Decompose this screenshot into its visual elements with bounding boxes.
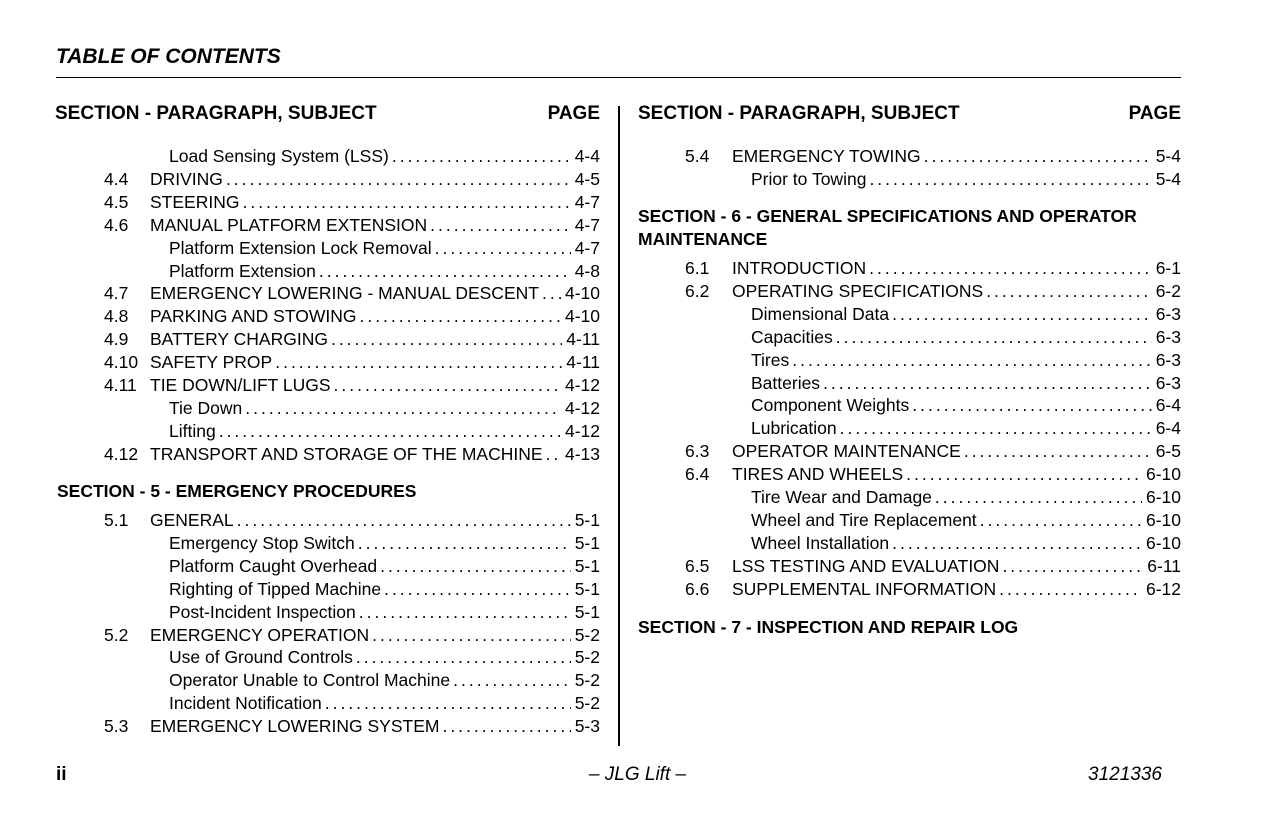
toc-entry	[104, 509, 600, 532]
toc-entry-page: 4-7	[574, 191, 600, 212]
dot-leader	[384, 578, 571, 601]
toc-entry-title: Lubrication	[751, 418, 837, 439]
dot-leader	[836, 326, 1152, 349]
dot-leader	[980, 509, 1142, 532]
toc-entry-page: 4-12	[564, 375, 600, 395]
toc-entry-title: Wheel and Tire Replacement	[751, 509, 977, 530]
toc-entry-title: Platform Extension Lock Removal	[169, 237, 432, 258]
toc-entry	[685, 280, 1181, 303]
dot-leader	[325, 692, 571, 715]
subject-heading: SECTION - PARAGRAPH, SUBJECT	[55, 103, 377, 124]
toc-entry-number: 6.4	[685, 464, 710, 485]
toc-entry-page: 6-10	[1145, 487, 1181, 507]
toc-entry-title: INTRODUCTION	[732, 258, 867, 278]
dot-leader	[906, 463, 1142, 486]
toc-entry-title: EMERGENCY OPERATION	[150, 624, 370, 645]
dot-leader	[359, 601, 571, 624]
right-column-header	[638, 103, 1181, 129]
toc-entry	[685, 145, 1181, 168]
toc-entry-number: 6.6	[685, 578, 710, 599]
toc-entry	[104, 237, 600, 260]
dot-leader	[219, 420, 561, 443]
toc-entry	[685, 578, 1181, 601]
toc-entry-page: 6-12	[1145, 578, 1181, 599]
dot-leader	[986, 280, 1152, 303]
toc-entry-title: PARKING AND STOWING	[150, 306, 357, 327]
toc-entry-title: Capacities	[751, 326, 833, 347]
toc-entry-page: 4-8	[574, 260, 600, 281]
toc-entry-number: 4.12	[104, 443, 139, 464]
dot-leader	[924, 145, 1152, 168]
dot-leader	[242, 191, 570, 214]
toc-entry	[104, 669, 600, 692]
page-heading: PAGE	[1128, 103, 1181, 124]
toc-entry	[685, 394, 1181, 417]
toc-entry-number: 4.4	[104, 168, 129, 189]
dot-leader	[319, 260, 571, 283]
toc-entry-page: 5-2	[574, 647, 600, 668]
toc-entry-number: 6.5	[685, 555, 710, 576]
toc-entry	[685, 463, 1181, 486]
dot-leader	[392, 145, 571, 168]
toc-entry-page: 5-2	[574, 693, 600, 714]
toc-entry-title: Emergency Stop Switch	[169, 532, 355, 553]
toc-entry-page: 5-4	[1155, 168, 1181, 189]
toc-entry-title: Batteries	[751, 372, 821, 393]
toc-entry-page: 5-3	[574, 716, 600, 737]
dot-leader	[912, 394, 1151, 417]
toc-entry	[104, 168, 600, 191]
dot-leader	[999, 578, 1142, 601]
toc-entry	[104, 601, 600, 624]
section-7-heading: SECTION - 7 - INSPECTION AND REPAIR LOG	[638, 617, 1019, 637]
toc-entry	[104, 328, 600, 351]
toc-entry-title: SAFETY PROP	[150, 352, 273, 373]
section-6-heading-line2: MAINTENANCE	[638, 229, 768, 249]
dot-leader	[435, 237, 571, 260]
toc-entry-title: DRIVING	[150, 168, 223, 189]
toc-entry-title: Tie Down	[169, 397, 243, 418]
dot-leader	[892, 532, 1142, 555]
dot-leader	[869, 168, 1151, 191]
toc-entry-page: 6-3	[1155, 349, 1181, 370]
toc-entry	[104, 214, 600, 237]
toc-entry	[685, 440, 1181, 463]
toc-entry-title: SUPPLEMENTAL INFORMATION	[732, 578, 997, 599]
toc-entry-page: 6-11	[1147, 555, 1181, 576]
dot-leader	[430, 214, 571, 237]
toc-entry-number: 6.2	[685, 280, 710, 301]
dot-leader	[356, 646, 571, 669]
toc-entry-title: Incident Notification	[169, 693, 322, 714]
dot-leader	[869, 257, 1152, 280]
dot-leader	[245, 397, 561, 420]
toc-entry-title: Prior to Towing	[751, 168, 867, 189]
dot-leader	[237, 509, 571, 532]
toc-entry-title: EMERGENCY TOWING	[732, 146, 921, 166]
dot-leader	[358, 532, 571, 555]
dot-leader	[823, 372, 1152, 395]
toc-entry	[685, 326, 1181, 349]
toc-entry-page: 5-2	[574, 670, 600, 691]
toc-entry	[104, 578, 600, 601]
footer-doc-number: 3121336	[1088, 764, 1162, 785]
toc-entry-title: Wheel Installation	[751, 532, 890, 553]
toc-entry-page: 4-7	[574, 237, 600, 258]
toc-entry	[685, 509, 1181, 532]
toc-entry	[685, 303, 1181, 326]
toc-entry-page: 6-3	[1155, 326, 1181, 347]
toc-entry	[685, 532, 1181, 555]
toc-entry-page: 6-10	[1145, 532, 1181, 553]
dot-leader	[542, 282, 561, 305]
dot-leader	[792, 349, 1151, 372]
toc-entry	[104, 351, 600, 374]
toc-entry-number: 6.1	[685, 258, 710, 278]
footer-page-number: ii	[56, 764, 67, 785]
toc-entry	[104, 532, 600, 555]
toc-entry	[104, 443, 600, 466]
toc-entry-title: EMERGENCY LOWERING SYSTEM	[150, 716, 440, 737]
toc-entry-page: 4-11	[566, 352, 600, 373]
toc-entry	[104, 420, 600, 443]
toc-entry-title: Tire Wear and Damage	[751, 487, 932, 507]
toc-entry-title: EMERGENCY LOWERING - MANUAL DESCENT	[150, 283, 539, 304]
toc-entry	[104, 555, 600, 578]
toc-entry-number: 5.1	[104, 510, 129, 530]
toc-entry-title: Dimensional Data	[751, 303, 890, 324]
toc-entry-title: TRANSPORT AND STORAGE OF THE MACHINE	[150, 443, 543, 464]
toc-entry	[685, 486, 1181, 509]
toc-entry-title: BATTERY CHARGING	[150, 329, 328, 350]
left-column-header	[55, 103, 600, 129]
toc-entry-page: 6-10	[1145, 464, 1181, 485]
toc-entry-number: 4.5	[104, 191, 129, 212]
toc-entry-page: 4-12	[564, 420, 600, 441]
toc-entry-page: 4-13	[564, 443, 600, 464]
toc-entry-page: 4-7	[574, 214, 600, 235]
toc-entry	[104, 191, 600, 214]
toc-entry-number: 4.7	[104, 283, 129, 304]
column-divider	[618, 106, 620, 746]
toc-entry-page: 5-1	[574, 555, 600, 576]
toc-entry-title: TIRES AND WHEELS	[732, 464, 904, 485]
section-6-heading-line1: SECTION - 6 - GENERAL SPECIFICATIONS AND OPERATOR	[638, 206, 1137, 226]
dot-leader	[275, 351, 562, 374]
toc-entry-number: 4.9	[104, 329, 129, 350]
toc-entry-title: GENERAL	[150, 510, 234, 530]
toc-entry-number: 6.3	[685, 441, 710, 462]
toc-entry	[104, 624, 600, 647]
toc-entry-page: 6-4	[1155, 395, 1181, 416]
toc-entry	[685, 168, 1181, 191]
page-heading: PAGE	[547, 103, 600, 124]
toc-entry-page: 5-4	[1155, 146, 1181, 166]
toc-entry-page: 5-1	[574, 601, 600, 622]
toc-entry	[104, 646, 600, 669]
toc-entry-page: 5-1	[574, 510, 600, 530]
toc-entry-title: Platform Caught Overhead	[169, 555, 378, 576]
toc-entry-number: 4.10	[104, 352, 139, 373]
toc-entry-page: 4-10	[564, 283, 600, 304]
dot-leader	[359, 305, 561, 328]
toc-entry-page: 6-5	[1155, 441, 1181, 462]
dot-leader	[372, 624, 571, 647]
toc-entry	[104, 692, 600, 715]
dot-leader	[226, 168, 571, 191]
toc-entry	[685, 555, 1181, 578]
toc-entry-page: 4-4	[574, 146, 600, 166]
toc-entry-title: Post-Incident Inspection	[169, 601, 356, 622]
toc-entry-page: 6-10	[1145, 509, 1181, 530]
dot-leader	[380, 555, 571, 578]
toc-entry	[685, 257, 1181, 280]
dot-leader	[453, 669, 571, 692]
footer-brand: – JLG Lift –	[588, 764, 687, 785]
toc-entry-page: 5-1	[574, 578, 600, 599]
toc-entry	[685, 372, 1181, 395]
section-5-heading: SECTION - 5 - EMERGENCY PROCEDURES	[57, 481, 417, 501]
toc-entry	[685, 417, 1181, 440]
toc-entry-page: 4-10	[564, 306, 600, 327]
header-rule	[56, 77, 1181, 78]
toc-entry-page: 4-12	[564, 397, 600, 418]
toc-entry	[104, 715, 600, 738]
toc-entry-title: TIE DOWN/LIFT LUGS	[150, 375, 331, 395]
toc-entry	[104, 305, 600, 328]
toc-entry-title: OPERATOR MAINTENANCE	[732, 441, 961, 462]
toc-entry-number: 4.11	[104, 375, 137, 395]
toc-entry-page: 4-5	[574, 168, 600, 189]
toc-entry-title: Use of Ground Controls	[169, 647, 353, 668]
toc-entry	[104, 145, 600, 168]
toc-entry-page: 6-4	[1155, 418, 1181, 439]
toc-entry-number: 4.6	[104, 214, 129, 235]
toc-entry-title: OPERATING SPECIFICATIONS	[732, 280, 984, 301]
toc-entry-page: 6-1	[1155, 258, 1181, 278]
toc-entry-page: 5-1	[574, 532, 600, 553]
toc-entry-title: Platform Extension	[169, 260, 316, 281]
subject-heading: SECTION - PARAGRAPH, SUBJECT	[638, 103, 960, 124]
dot-leader	[1002, 555, 1143, 578]
dot-leader	[331, 328, 562, 351]
toc-entry	[685, 349, 1181, 372]
toc-entry-page: 6-2	[1155, 280, 1181, 301]
toc-entry-number: 5.4	[685, 146, 710, 166]
toc-entry	[104, 282, 600, 305]
dot-leader	[442, 715, 570, 738]
toc-entry-title: Operator Unable to Control Machine	[169, 670, 451, 691]
toc-entry-page: 4-11	[566, 329, 600, 350]
toc-entry-number: 5.3	[104, 716, 129, 737]
toc-entry-page: 6-3	[1155, 303, 1181, 324]
toc-entry-number: 4.8	[104, 306, 129, 327]
toc-entry-title: Component Weights	[751, 395, 910, 416]
toc-entry-page: 5-2	[574, 624, 600, 645]
dot-leader	[546, 443, 561, 466]
toc-entry	[104, 397, 600, 420]
toc-entry-title: Righting of Tipped Machine	[169, 578, 382, 599]
toc-entry-number: 5.2	[104, 624, 129, 645]
dot-leader	[840, 417, 1152, 440]
dot-leader	[334, 374, 561, 397]
toc-entry	[104, 374, 600, 397]
toc-entry-title: Lifting	[169, 420, 216, 441]
toc-entry-title: MANUAL PLATFORM EXTENSION	[150, 214, 428, 235]
section-6-heading	[638, 205, 1137, 251]
toc-entry-title: LSS TESTING AND EVALUATION	[732, 555, 1000, 576]
dot-leader	[935, 486, 1142, 509]
toc-entry-title: Load Sensing System (LSS)	[169, 146, 389, 166]
toc-entry-page: 6-3	[1155, 372, 1181, 393]
toc-entry	[104, 260, 600, 283]
page-title: TABLE OF CONTENTS	[56, 45, 281, 68]
dot-leader	[892, 303, 1152, 326]
dot-leader	[964, 440, 1152, 463]
toc-entry-title: Tires	[751, 349, 790, 370]
toc-entry-title: STEERING	[150, 191, 240, 212]
